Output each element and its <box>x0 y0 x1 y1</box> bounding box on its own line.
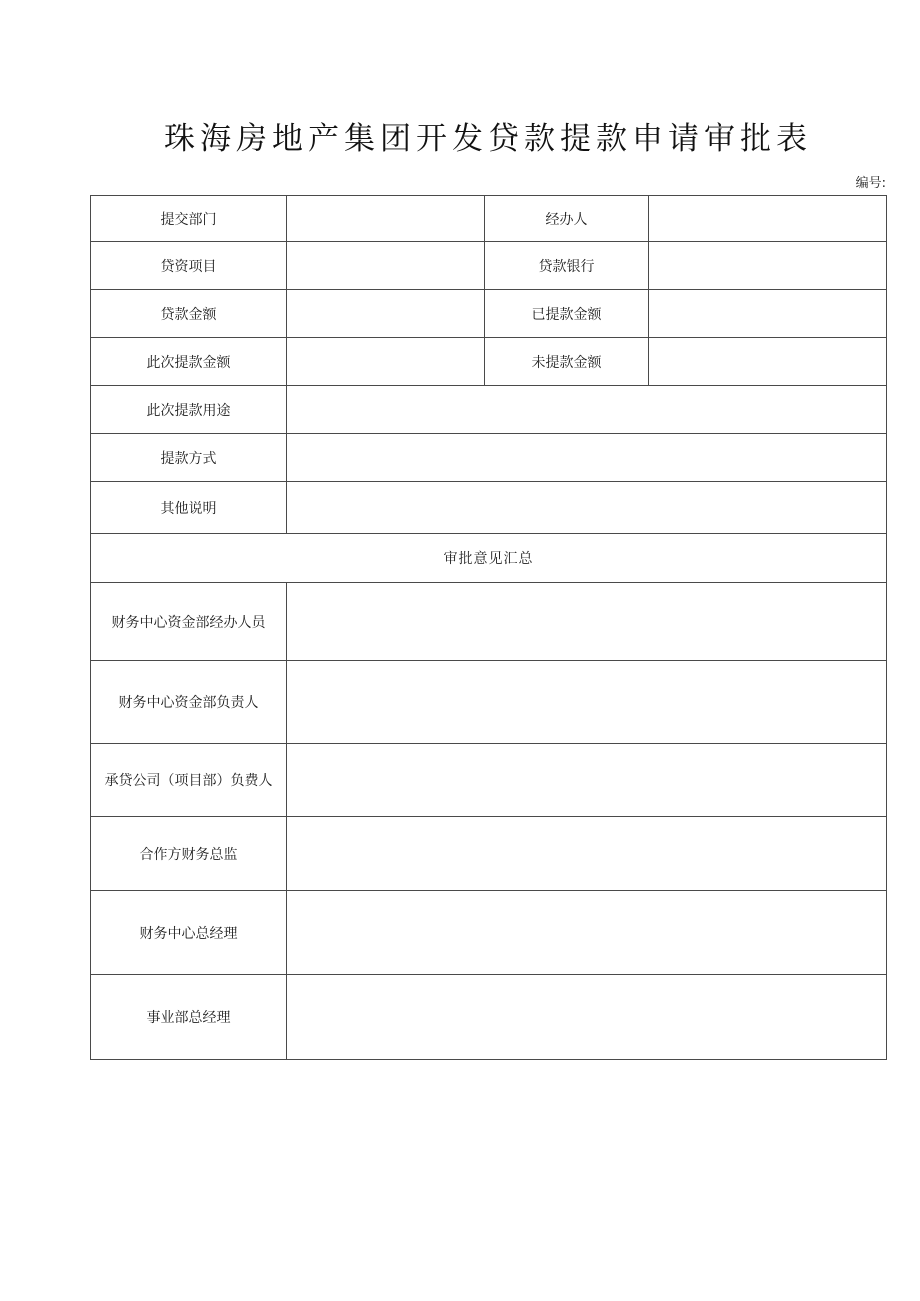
approval-label-borrower-head: 承贷公司（项目部）负费人 <box>91 744 287 817</box>
serial-number-label: 编号: <box>855 176 886 191</box>
label-other-notes: 其他说明 <box>91 482 287 534</box>
field-submit-department[interactable] <box>287 196 485 242</box>
approval-field-fund-head[interactable] <box>287 661 887 744</box>
approval-label-finance-gm: 财务中心总经理 <box>91 891 287 975</box>
label-withdrawn-amount: 已提款金额 <box>485 290 649 338</box>
approval-field-partner-cfo[interactable] <box>287 817 887 891</box>
field-other-notes[interactable] <box>287 482 887 534</box>
approval-label-fund-handler: 财务中心资金部经办人员 <box>91 583 287 661</box>
approval-row <box>91 661 887 744</box>
label-loan-bank: 贷款银行 <box>485 242 649 290</box>
field-loan-project[interactable] <box>287 242 485 290</box>
full-row-purpose <box>91 386 887 434</box>
field-withdrawal-method[interactable] <box>287 434 887 482</box>
label-loan-amount: 贷款金额 <box>91 290 287 338</box>
field-remaining-amount[interactable] <box>649 338 887 386</box>
section-header-row <box>91 534 887 583</box>
label-remaining-amount: 未提款金额 <box>485 338 649 386</box>
full-row-notes <box>91 482 887 534</box>
approval-field-finance-gm[interactable] <box>287 891 887 975</box>
label-withdrawal-purpose: 此次提款用途 <box>91 386 287 434</box>
label-loan-project: 贷资项目 <box>91 242 287 290</box>
field-withdrawn-amount[interactable] <box>649 290 887 338</box>
approval-label-division-gm: 事业部总经理 <box>91 975 287 1060</box>
full-row-method <box>91 434 887 482</box>
approval-label-partner-cfo: 合作方财务总监 <box>91 817 287 891</box>
info-row-amount <box>91 290 887 338</box>
label-withdrawal-method: 提款方式 <box>91 434 287 482</box>
info-row-withdrawal <box>91 338 887 386</box>
approval-row <box>91 744 887 817</box>
approval-form-table <box>90 195 887 1060</box>
field-current-withdrawal-amount[interactable] <box>287 338 485 386</box>
field-handler[interactable] <box>649 196 887 242</box>
label-submit-department: 提交部门 <box>91 196 287 242</box>
approval-label-fund-head: 财务中心资金部负责人 <box>91 661 287 744</box>
approval-field-division-gm[interactable] <box>287 975 887 1060</box>
approval-row <box>91 817 887 891</box>
label-handler: 经办人 <box>485 196 649 242</box>
approval-row <box>91 583 887 661</box>
info-row-project <box>91 242 887 290</box>
form-title: 珠海房地产集团开发贷款提款申请审批表 <box>164 121 812 157</box>
section-title-approval-summary: 审批意见汇总 <box>91 534 887 583</box>
approval-field-borrower-head[interactable] <box>287 744 887 817</box>
field-loan-bank[interactable] <box>649 242 887 290</box>
label-current-withdrawal-amount: 此次提款金额 <box>91 338 287 386</box>
approval-row <box>91 891 887 975</box>
info-row-department <box>91 196 887 242</box>
approval-row <box>91 975 887 1060</box>
field-loan-amount[interactable] <box>287 290 485 338</box>
approval-field-fund-handler[interactable] <box>287 583 887 661</box>
field-withdrawal-purpose[interactable] <box>287 386 887 434</box>
